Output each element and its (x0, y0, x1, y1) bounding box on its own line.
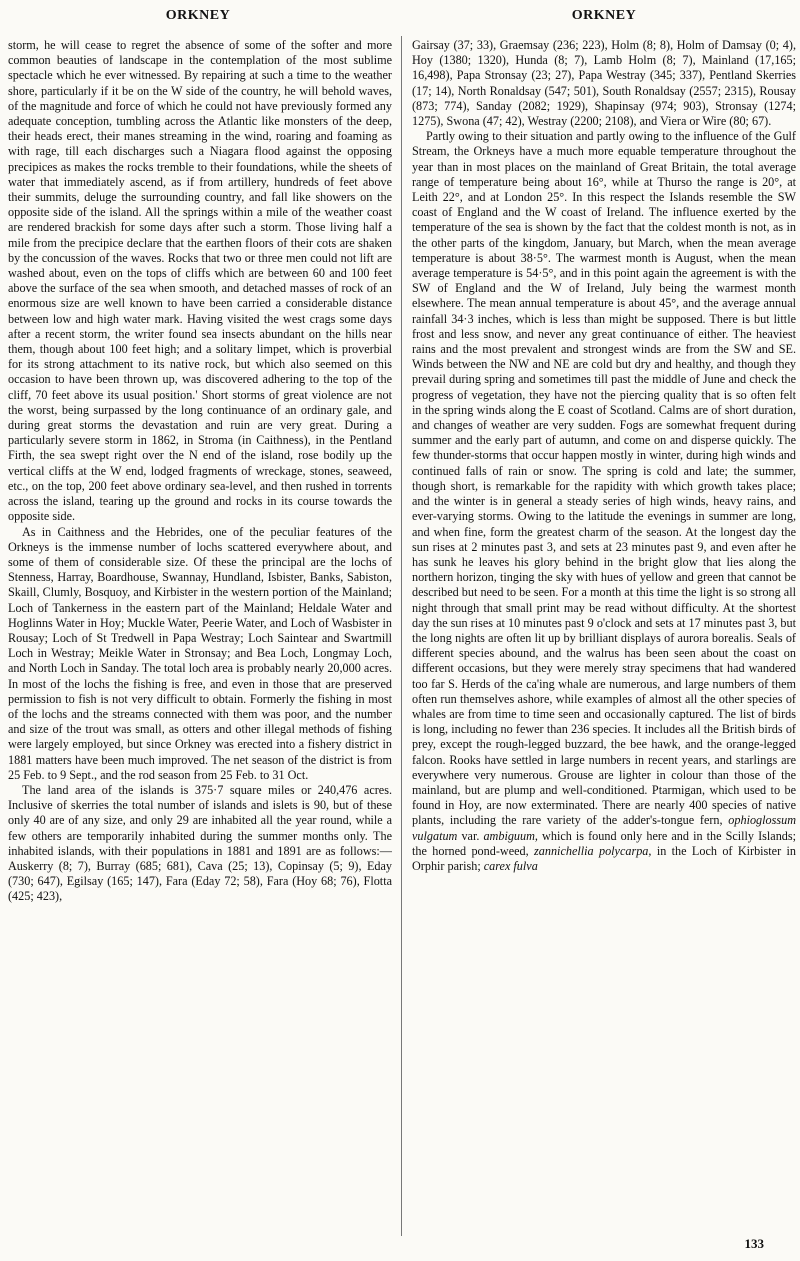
climate-text-kirbister: in the Loch of Kirbister in Orphir parish; (412, 843, 796, 873)
climate-text: Partly owing to their situation and partly owing to the influence of the Gulf Stream, the Orkneys have a much more equable temperature throughout the year than in most places on the mainland of Great Britain, the total average range of temperature being about 16°, while at Thurso the range is 20°, at Leith 22°, and at London 25°. In this respect the Islands resemble the SW coast of England and the W coast of Ireland. The influence exerted by the temperature of the sea is shown by the fact that the coldest month is not, as in the other parts of the kingdom, January, but March, when the mean average temperature is about 38·5°. The warmest month is August, when the mean average temperature is 54·5°, and in this point again the agreement is with the SW of England and the W of Ireland, July being the warmest month elsewhere. The mean annual temperature is about 45°, and the average annual rainfall 34·3 inches, which is less than might be supposed. There is but little frost and less snow, and never any great continuance of either. The heaviest rains and the most prevalent and strongest winds are from the SW and SE. Winds between the NW and NE are cold but dry and healthy, and though they prevail during spring and sometimes till past the middle of June and check the progress of vegetation, they have not the piercing quality that is so often felt in the spring winds along the E coast of Scotland. Calms are of short duration, and changes of weather are very sudden. Fogs are somewhat frequent during summer and the early part of autumn, and come on and disperse quickly. The few thunder-storms that occur happen mostly in winter, during high winds and continued falls of rain or snow. The spring is cold and late; the summer, though short, is remarkable for the rapidity with which growth takes place; and the winter is in general a steady series of high winds, heavy rains, and ever-varying storms. Owing to the latitude the evenings in summer are long, and when fine, form the greatest charm of the season. At the longest day the sun rises at 2 minutes past 3, and sets at 23 minutes past 9, and even after he has sunk he leaves his glory behind in the bright glow that lies along the northern horizon, tinging the sky with hues of yellow and green that cannot be described but need to be seen. For a month at this time the light is so strong all night through that small print may be read without difficulty. At the shortest day the sun rises at 10 minutes past 9 o'clock and sets at 17 minutes past 3, but the long nights are often lit up by brilliant displays of aurora borealis. Seals of different species abound, and the walrus has been seen about the coast on different occasions, but they were merely stray specimens that had wandered too far S. Herds of the ca'ing whale are numerous, and large numbers of them often run themselves ashore, while examples of almost all the other species of whales are from time to time seen and occasionally captured. The list of birds is long, including no fewer than 236 species. It includes all the British birds of prey, except the rough-legged buzzard, the bee hawk, and the orange-legged falcon. Rooks have settled in large numbers in recent years, and starlings are everywhere very numerous. Grouse are lighter in colour than those of the mainland, but are plump and well-conditioned. Ptarmigan, which used to be found in Hoy, are now exterminated. There are nearly 400 species of native plants, including the rare variety of the adder's-tongue fern, (412, 129, 796, 828)
left-column (8, 38, 392, 1234)
page-number: 133 (744, 1236, 764, 1251)
column-divider (401, 36, 402, 1236)
climate-text-scilly: which is found only here and in the Scilly Islands; the horned pond-weed, (412, 828, 796, 858)
variety-name-italic: ambiguum, (483, 828, 538, 843)
paragraph-lochs: As in Caithness and the Hebrides, one of the peculiar features of the Orkneys is the immense number of lochs scattered everywhere about, and some of them of considerable size. Of these the principal are the lochs of Stenness, Harray, Boardhouse, Swannay, Hundland, Isbister, Banks, Sabiston, Skaill, Clumly, Bosquoy, and Kirbister in the western portion of the Mainland; Loch of Tankerness in the eastern part of the Mainland; Heldale Water and Hoglinns Water in Hoy; Muckle Water, Peerie Water, and Loch of Wasbister in Rousay; Loch of St Tredwell in Papa Westray; Loch Saintear and Swartmill Loch in Westray; Meikle Water in Stronsay; and Bea Loch, Longmay Loch, and North Loch in Sanday. The total loch area is probably nearly 20,000 acres. In most of the lochs the fishing is free, and even in those that are preserved permission to fish is not very difficult to obtain. Formerly the fishing in most of the lochs and the streams connected with them was poor, and the number and size of the trout was small, as otters and other illegal methods of fishing were largely employed, but since Orkney was erected into a fishery district in 1881 matters have been much improved. The net season of the district is from 25 Feb. to 9 Sept., and the rod season from 25 Feb. to 31 Oct. (8, 524, 392, 782)
paragraph-storm-continued: storm, he will cease to regret the absence of some of the softer and more common beauties of landscape in the contemplation of the most sublime spectacle which he ever witnessed. By repairing at such a time to the weather shore, particularly if it be on the W side of the country, he will behold waves, of the magnitude and force of which he could not have previously formed any adequate conception, tumbling across the Atlantic like monsters of the deep, their heads erect, their manes streaming in the wind, roaring and foaming as with rage, till each discharges such a Niagara flood against the opposing precipices as makes the rocks tremble to their foundations, while the sheets of water that immediately ascend, as if from artillery, hundreds of feet above their summits, deluge the surrounding country, and fall like showers on the opposite side of the island. All the springs within a mile of the weather coast are rendered brackish for some days after such a storm. Those living half a mile from the precipice declare that the earthen floors of their cots are shaken by the concussion of the waves. Rocks that two or three men could not lift are washed about, even on the tops of cliffs which are between 60 and 100 feet above the surface of the sea when smooth, and detached masses of rock of an enormous size are well known to have been carried a considerable distance between low and high water mark. Having visited the west crags some days after a recent storm, the writer found sea insects abundant on the hills near them, though about 100 feet high; and a solitary limpet, which is proverbial for its strong attachment to its native rock, but which also seemed on this occasion to have been thrown up, was discovered adhering to the top of the cliff, 70 feet above its usual position.' Short storms of great violence are not the worst, being surpassed by the long continuance of an ordinary gale, and during great storms the devastation and ruin are very great. During a particularly severe storm in 1862, in Stroma (in Caithness), in the Pentland Firth, the sea swept right over the N end of the island, rose bodily up the vertical cliffs at the W end, lodged fragments of wreckage, stones, seaweed, etc., on the top, 200 feet above ordinary sea-level, and then rushed in torrents across the island, tearing up the ground and rocks in its course towards the opposite side. (8, 38, 392, 524)
climate-text-var: var. (461, 828, 480, 843)
species-name-italic: ophioglossum vulgatum (412, 813, 796, 843)
paragraph-islands-continued: Gairsay (37; 33), Graemsay (236; 223), Holm (8; 8), Holm of Damsay (0; 4), Hoy (1380; 1320), Hunda (8; 7), Lamb Holm (8; 7), Mainland (17,165; 16,498), Papa Stronsay (23; 27), Papa Westray (345; 337), Pentland Skerries (17; 14), North Ronaldsay (547; 501), South Ronaldsay (2557; 2315), Rousay (873; 774), Sanday (2082; 1929), Shapinsay (974; 903), Stronsay (1274; 1275), Swona (47; 42), Westray (2200; 2108), and Viera or Wire (80; 67). (412, 38, 796, 129)
paragraph-climate (412, 129, 796, 874)
running-header-right: ORKNEY (571, 8, 637, 23)
paragraph-land-area: The land area of the islands is 375·7 square miles or 240,476 acres. Inclusive of skerries the total number of islands and islets is 90, but of these only 40 are of any size, and only 29 are inhabited all the year round, while a few others are temporarily inhabited during the summer months only. The inhabited islands, with their populations in 1881 and 1891 are as follows:— Auskerry (8; 7), Burray (685; 681), Cava (25; 13), Copinsay (5; 9), Eday (730; 647), Egilsay (165; 147), Fara (Eday 72; 58), Fara (Hoy 68; 76), Flotta (425; 423), (8, 782, 392, 904)
pondweed-name-italic: zannichellia polycarpa, (534, 843, 652, 858)
right-column (412, 38, 796, 1234)
carex-name-italic: carex fulva (483, 858, 538, 873)
running-header-left: ORKNEY (165, 8, 231, 23)
